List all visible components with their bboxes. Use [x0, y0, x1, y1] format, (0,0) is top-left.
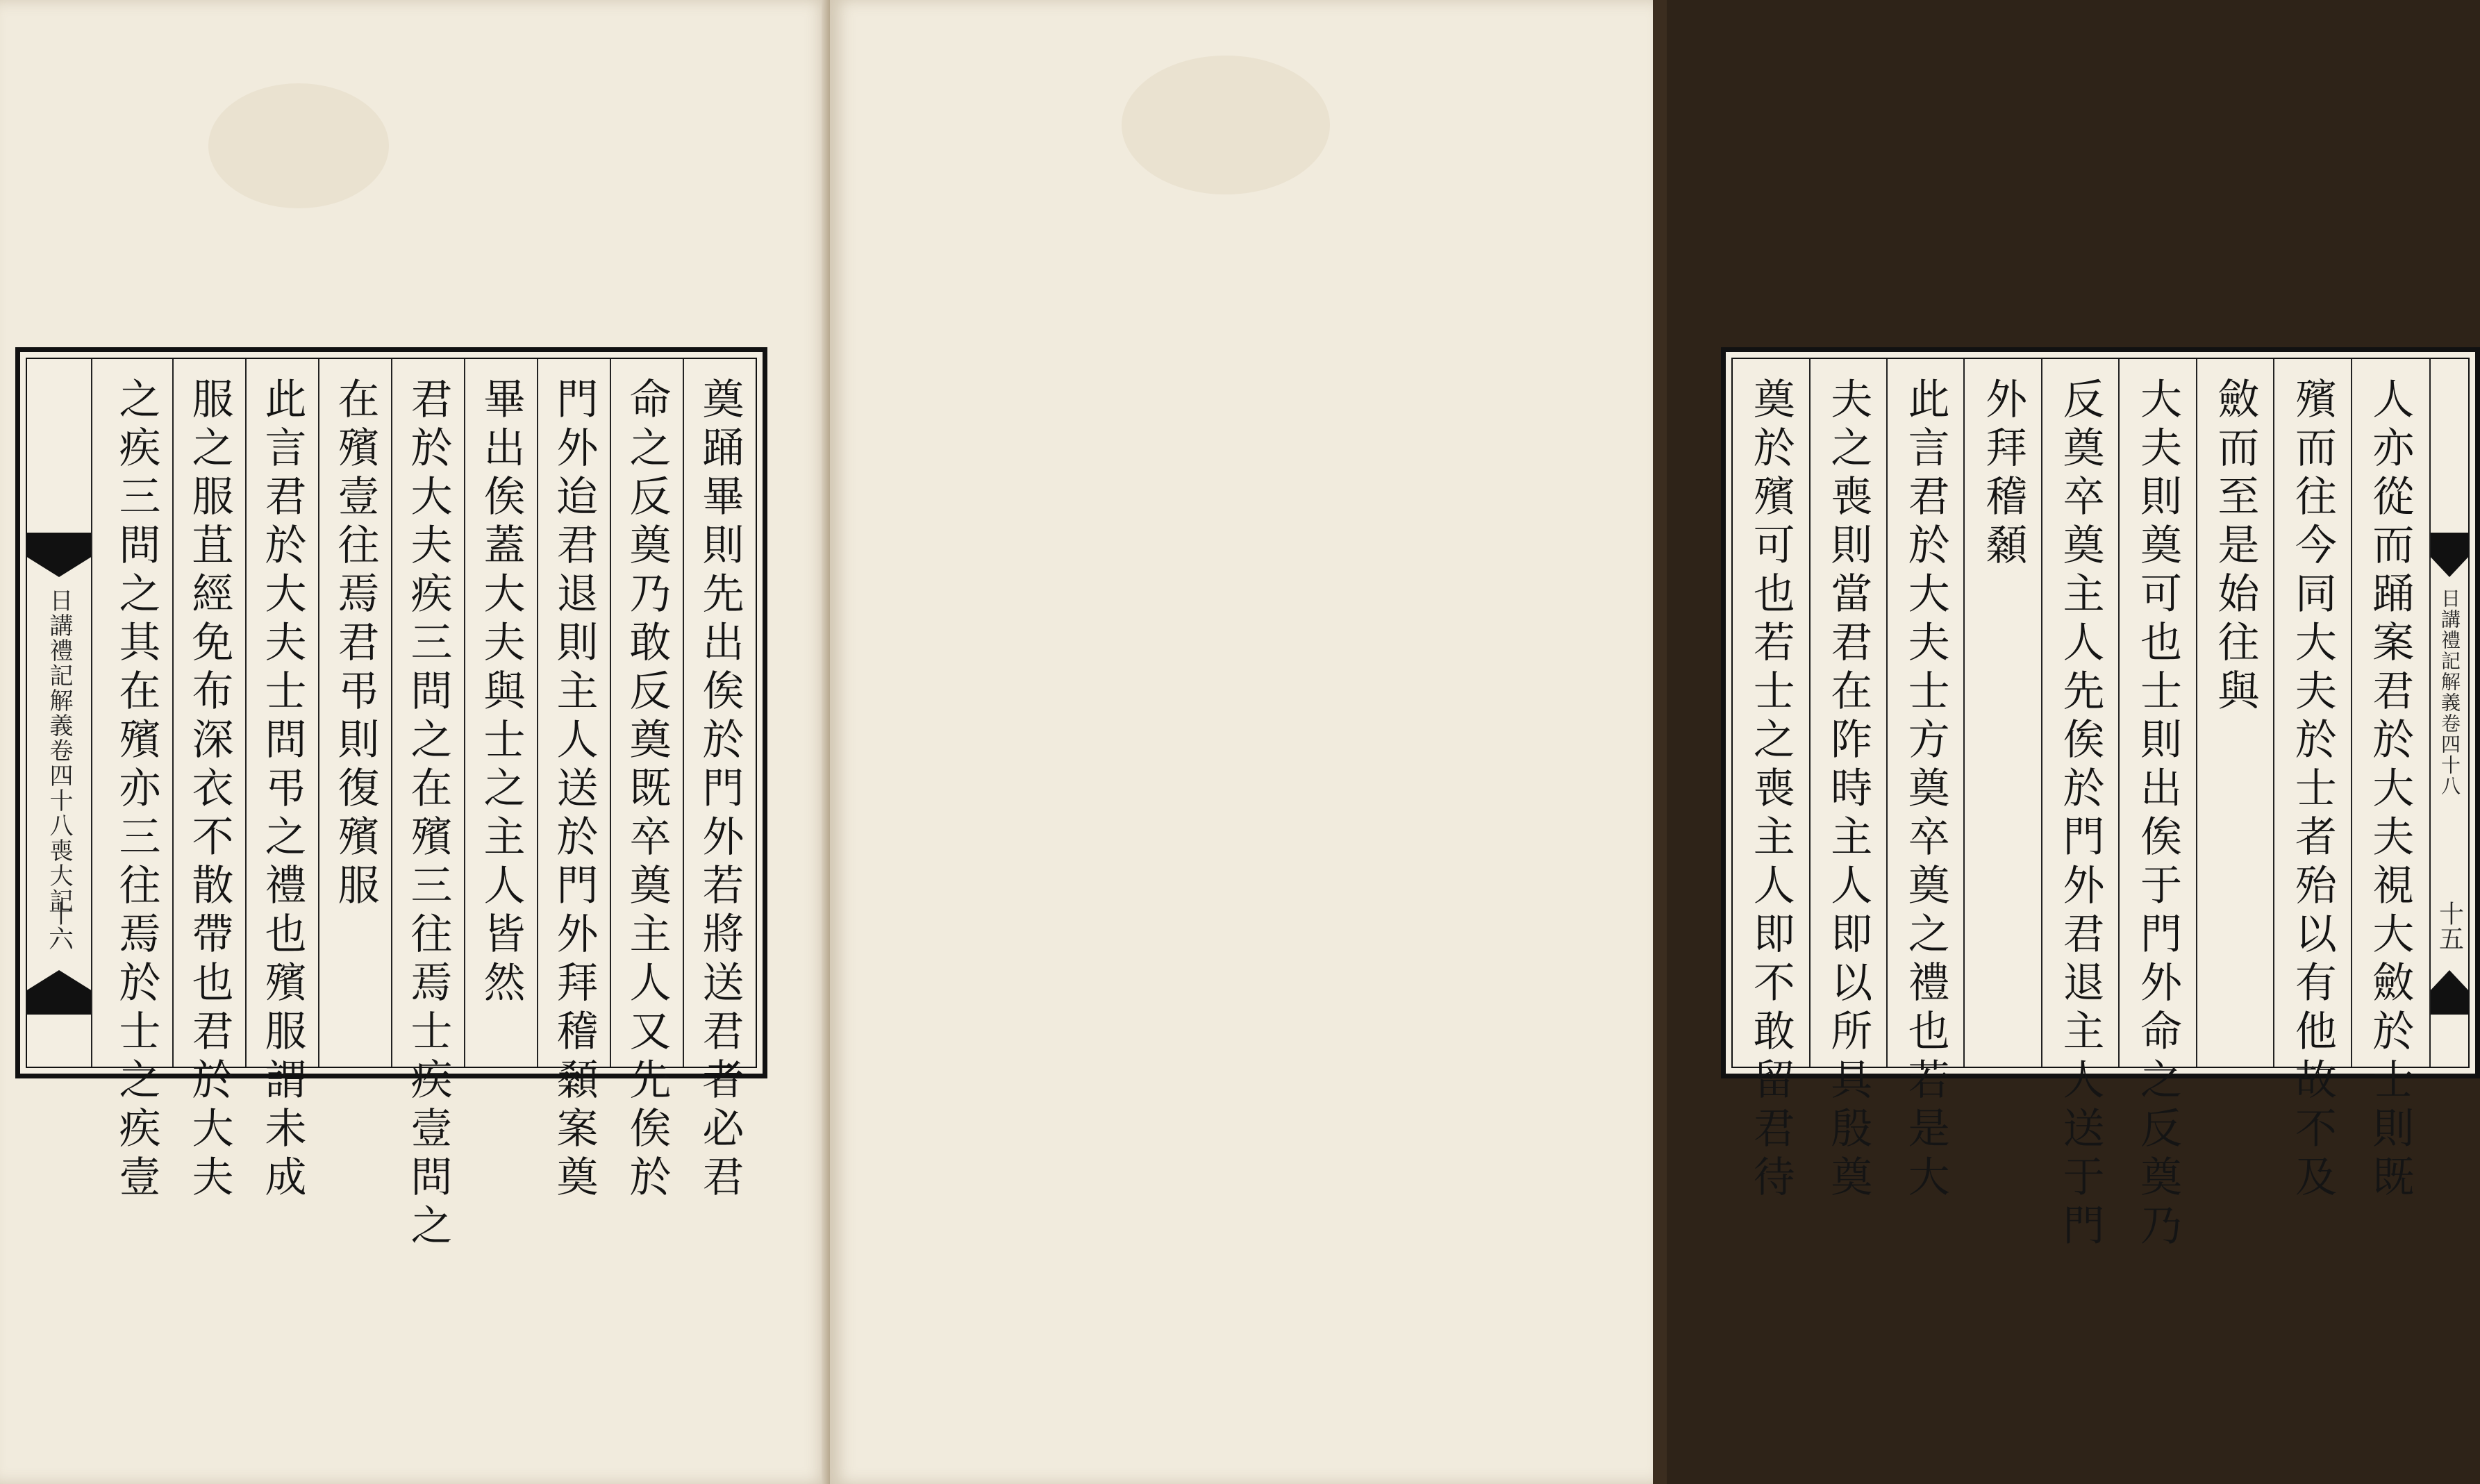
text-column: 斂而至是始往與: [2196, 359, 2273, 1067]
right-columns: [1733, 359, 2428, 1252]
banner-title: 日講禮記解義卷四十八喪大記: [45, 588, 73, 913]
left-page: [0, 0, 830, 1484]
text-column: 君於大夫疾三問之在殯三往焉士疾壹問之: [391, 359, 464, 1067]
text-column: 外拜稽顙: [1963, 359, 2040, 1067]
fish-tail-mark: [27, 533, 91, 577]
text-column: 夫之喪則當君在阼時主人即以所具殷奠: [1809, 359, 1886, 1067]
text-column: 人亦從而踊案君於大夫視大斂於士則既: [2351, 359, 2428, 1067]
left-columns: [101, 359, 756, 1252]
fish-tail-mark: [2431, 970, 2468, 1015]
text-column: 門外迨君退則主人送於門外拜稽顙案奠: [537, 359, 610, 1067]
right-page: [830, 0, 2464, 1484]
text-column: 服之服苴經免布深衣不散帶也君於大夫: [172, 359, 245, 1067]
paper-stain: [1122, 56, 1330, 194]
folio-number: 十六: [44, 901, 74, 951]
text-column: 在殯壹往焉君弔則復殯服: [318, 359, 391, 1067]
text-column: 此言君於大夫士方奠卒奠之禮也若是大: [1886, 359, 1963, 1067]
page-edge: [1653, 0, 1667, 1484]
text-column: 之疾三問之其在殯亦三往焉於士之疾壹: [112, 377, 161, 1203]
fish-tail-mark: [27, 970, 91, 1015]
left-text-block: [15, 347, 767, 1252]
text-column: 命之反奠乃敢反奠既卒奠主人又先俟於: [610, 359, 683, 1067]
text-column: 大夫則奠可也士則出俟于門外命之反奠乃: [2118, 359, 2195, 1067]
text-column: 此言君於大夫士問弔之禮也殯服謂未成: [245, 359, 318, 1067]
paper-stain: [208, 83, 389, 208]
banner-heart: [2429, 359, 2468, 1067]
text-column: 奠踊畢則先出俟於門外若將送君者必君: [683, 359, 756, 1067]
text-column: 殯而往今同大夫於士者殆以有他故不及: [2273, 359, 2350, 1067]
banner-heart: [27, 359, 92, 1067]
text-column: 反奠卒奠主人先俟於門外君退主人送于門: [2041, 359, 2118, 1067]
text-column: 奠於殯可也若士之喪主人即不敢留君待: [1746, 377, 1795, 1203]
text-column: 畢出俟蓋大夫與士之主人皆然: [464, 359, 537, 1067]
fish-tail-mark: [2431, 533, 2468, 577]
banner-title: 日講禮記解義卷四十八: [2438, 588, 2461, 797]
folio-number: 十五: [2435, 901, 2464, 951]
right-text-block: [1721, 347, 2480, 1252]
